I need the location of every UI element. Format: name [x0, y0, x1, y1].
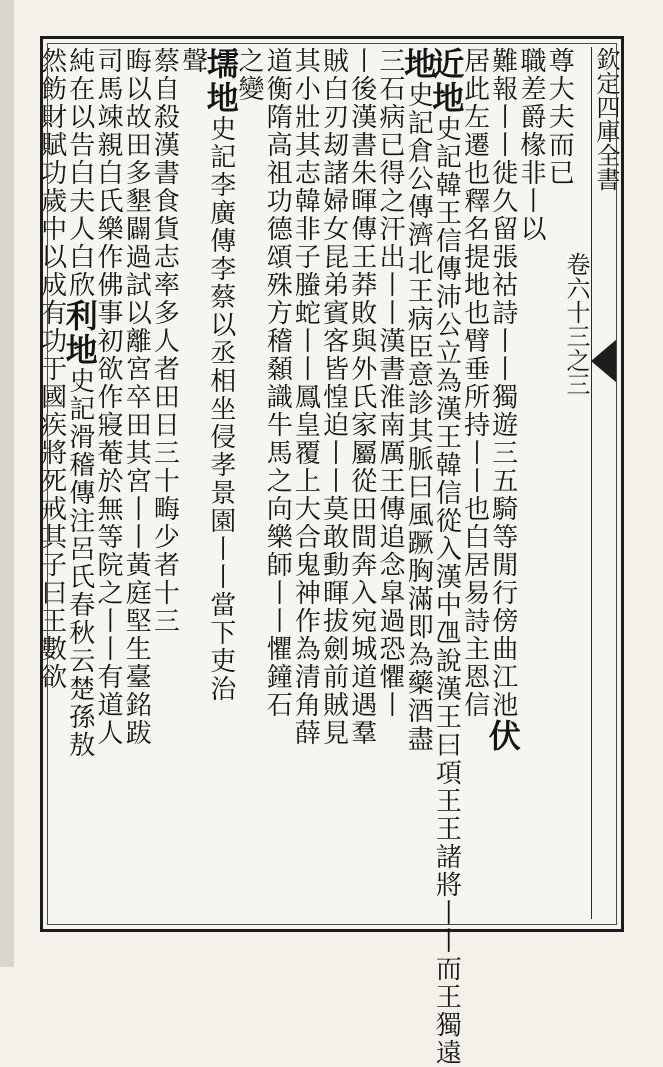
- text-column: [319, 47, 347, 919]
- text-column: [517, 47, 545, 919]
- column-text: 蔡自殺漢書食貨志率多人者田日三十畮少者十三: [149, 47, 180, 635]
- page-frame: [36, 36, 624, 1067]
- column-text: 史記倉公傳濟北王病臣意診其脈曰風蹶胸滿即為藥酒盡: [403, 81, 434, 753]
- book-title: 欽定四庫全書: [592, 47, 620, 191]
- text-column: [399, 47, 438, 919]
- column-text: 史記滑稽傳注呂氏春秋云楚孫敖: [64, 367, 95, 759]
- column-text: 難報丨丨徙久留張祜詩丨丨獨遊三五騎等閒行傍曲江池: [487, 47, 518, 719]
- text-column: [178, 47, 206, 919]
- text-column: [94, 47, 122, 919]
- column-text: 然飭財賦功歲中以成: [36, 47, 67, 299]
- column-text: 純在以告白夫人白欣: [64, 47, 95, 299]
- column-text: 史記李廣傳李蔡以丞相坐侵孝景園丨丨當下吏治: [205, 115, 236, 703]
- column-text: 其小壯其志韓非子螣蛇丨丨鳳皇覆上大合鬼神作為清角薛: [290, 47, 321, 747]
- text-column: [291, 47, 319, 919]
- column-text: 丨後漢書朱暉傳王莽敗與外氏家屬從田間奔入宛城道遇羣: [346, 47, 377, 747]
- margin-column: [562, 47, 621, 919]
- text-column: [483, 47, 522, 919]
- text-column: [427, 47, 466, 1067]
- volume-label: 卷六十三之三: [562, 252, 590, 396]
- column-text: 賊白刃刼諸婦女昆弟賓客皆惶迫丨丨莫敢動暉拔劍前賊見: [318, 47, 349, 747]
- column-text: 尊大夫而已: [544, 47, 575, 187]
- text-column: [460, 47, 488, 919]
- fish-tail-mark: [591, 339, 617, 383]
- column-text: 職差爵椽非丨以: [515, 47, 546, 243]
- page-binding-edge: [0, 0, 14, 967]
- text-column: [201, 47, 240, 919]
- heading-term: 伏: [483, 719, 522, 753]
- heading-term: 地: [399, 47, 438, 81]
- text-column: [150, 47, 178, 919]
- text-column: [376, 47, 404, 919]
- text-column: [235, 47, 263, 919]
- heading-term: 利地: [60, 299, 99, 367]
- heading-term: 近地: [427, 47, 466, 115]
- text-column: [37, 47, 65, 919]
- column-text: 有功于國疾將死戒其子曰王數欲: [36, 299, 67, 691]
- column-text: 居此左遷也釋名提地也臂垂所持丨丨也白居易詩主恩信: [459, 47, 490, 719]
- text-column: [122, 47, 150, 919]
- column-text: 晦以故田多墾闢過試以離宮卒田其宮丨丨黃庭堅生臺銘跋: [121, 47, 152, 747]
- text-column: [263, 47, 291, 919]
- column-text: 聲: [177, 47, 208, 75]
- heading-term: 壖地: [201, 47, 240, 115]
- text-column: [60, 47, 99, 919]
- text-column: [348, 47, 376, 919]
- column-text: 三石病已得之汗出丨丨漢書淮南厲王傳追念皐過恐懼丨: [374, 47, 405, 719]
- column-text: 史記韓王信傳沛公立為漢王韓信從入漢中乪說漢王曰項王王諸將丨丨而王獨遠: [431, 115, 462, 1067]
- column-text: 司馬竦親白氏樂作佛事初欲作寢菴於無等院之丨丨有道人: [92, 47, 123, 747]
- column-text: 道衡隋高祖功德頌殊方稽顙識牛馬之向樂師丨丨懼鐘石: [262, 47, 293, 719]
- column-text: 之變: [233, 47, 264, 103]
- text-column: [545, 47, 573, 919]
